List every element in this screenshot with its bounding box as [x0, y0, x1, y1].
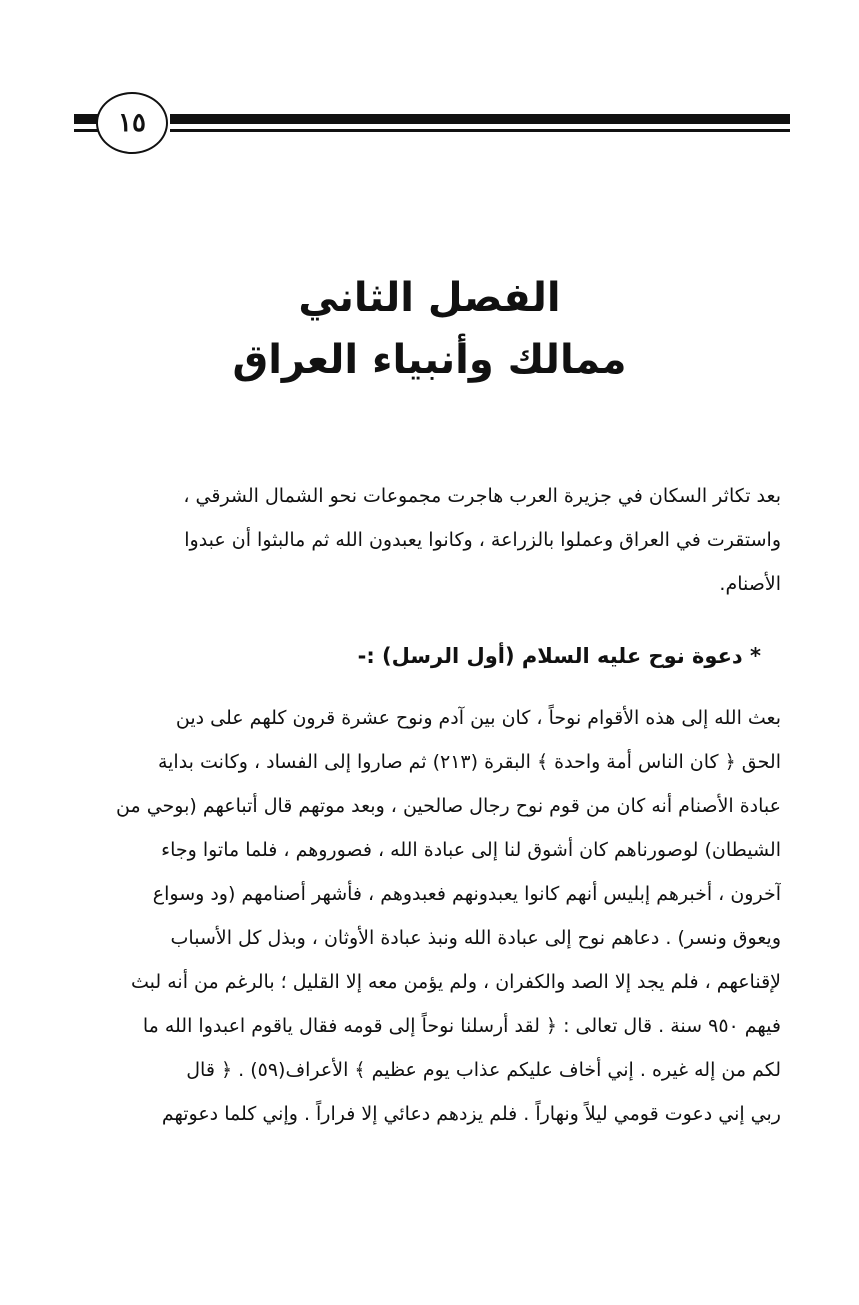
text-line: بعث الله إلى هذه الأقوام نوحاً ، كان بين آدم ونوح عشرة قرون كلهم على دين	[175, 707, 781, 729]
text-line: الشيطان) لوصورناهم كان أشوق لنا إلى عبادة الله ، فصوروهم ، فلما ماتوا وجاء	[161, 839, 781, 861]
intro-paragraph	[78, 474, 781, 606]
chapter-title: الفصل الثاني	[298, 275, 561, 321]
text-line: فيهم ٩٥٠ سنة . قال تعالى : ﴿ لقد أرسلنا نوحاً إلى قومه فقال ياقوم اعبدوا الله ما	[142, 1015, 781, 1037]
text-line: الحق ﴿ كان الناس أمة واحدة ﴾ البقرة (٢١٣) ثم صاروا إلى الفساد ، وكانت بداية	[157, 751, 781, 773]
body-paragraph	[78, 696, 781, 1136]
section-heading: * دعوة نوح عليه السلام (أول الرسل) :-	[357, 644, 761, 668]
text-line: واستقرت في العراق وعملوا بالزراعة ، وكانوا يعبدون الله ثم مالبثوا أن عبدوا	[184, 529, 781, 551]
page-number: ١٥	[118, 108, 146, 138]
page-header	[74, 92, 790, 158]
header-rule-thick	[170, 114, 790, 124]
text-line: بعد تكاثر السكان في جزيرة العرب هاجرت مجموعات نحو الشمال الشرقي ،	[183, 485, 781, 507]
text-line: لكم من إله غيره . إني أخاف عليكم عذاب يوم عظيم ﴾ الأعراف(٥٩) . ﴿ قال	[186, 1059, 781, 1081]
text-line: ربي إني دعوت قومي ليلاً ونهاراً . فلم يزدهم دعائي إلا فراراً . وإني كلما دعوتهم	[161, 1103, 781, 1125]
text-line: آخرون ، أخبرهم إبليس أنهم كانوا يعبدونهم فعبدوهم ، فأشهر أصنامهم (ود وسواع	[152, 883, 781, 905]
text-line: لإقناعهم ، فلم يجد إلا الصد والكفران ، ولم يؤمن معه إلا القليل ؛ بالرغم من أنه لبث	[131, 971, 781, 993]
header-rule-thin	[170, 129, 790, 132]
text-line: عبادة الأصنام أنه كان من قوم نوح رجال صالحين ، وبعد موتهم قال أتباعهم (بوحي من	[116, 795, 781, 817]
text-line: الأصنام.	[719, 573, 781, 595]
text-line: ويعوق ونسر) . دعاهم نوح إلى عبادة الله ونبذ عبادة الأوثان ، وبذل كل الأسباب	[170, 927, 781, 949]
chapter-subtitle: ممالك وأنبياء العراق	[232, 337, 627, 383]
page-number-badge	[96, 92, 168, 154]
